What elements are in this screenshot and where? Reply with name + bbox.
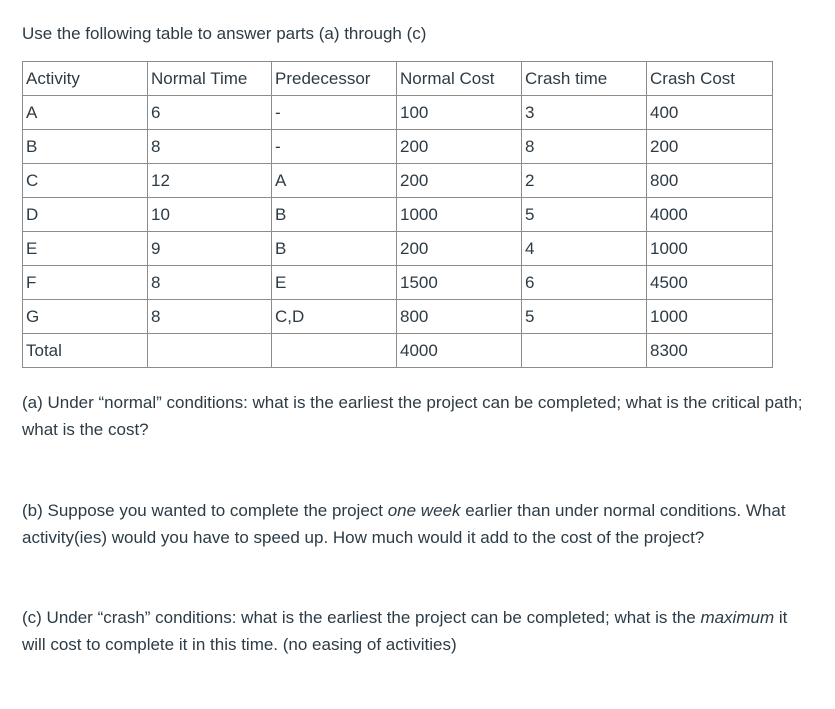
cell-normal-cost: 200 (397, 232, 522, 266)
intro-text: Use the following table to answer parts (a) through (c) (22, 24, 427, 43)
cell-normal-cost: 100 (397, 96, 522, 130)
cell-normal-cost: 1500 (397, 266, 522, 300)
header-predecessor: Predecessor (272, 62, 397, 96)
table-row (23, 130, 773, 164)
table-row (23, 300, 773, 334)
header-normal-time: Normal Time (148, 62, 272, 96)
cell-predecessor: B (272, 232, 397, 266)
cell-normal-time: 8 (148, 300, 272, 334)
cell-predecessor (272, 334, 397, 368)
cell-activity: B (23, 130, 148, 164)
cell-activity: G (23, 300, 148, 334)
question-b-text-end: earlier than under normal conditions. What activity(ies) would you have to speed up. How much would it add to the cost of the project? (22, 501, 786, 547)
cell-normal-cost: 1000 (397, 198, 522, 232)
cell-normal-time: 9 (148, 232, 272, 266)
cell-crash-time: 4 (522, 232, 647, 266)
cell-crash-time: 5 (522, 300, 647, 334)
question-b-text-start: (b) Suppose you wanted to complete the project (22, 501, 388, 520)
table-row (23, 266, 773, 300)
cell-predecessor: A (272, 164, 397, 198)
question-a-text: (a) Under “normal” conditions: what is the earliest the project can be completed; what is the critical path; what is the cost? (22, 393, 803, 439)
cell-crash-time: 5 (522, 198, 647, 232)
header-crash-cost: Crash Cost (647, 62, 773, 96)
question-c-emphasis: maximum (700, 608, 775, 627)
table-row (23, 198, 773, 232)
cell-normal-cost: 200 (397, 164, 522, 198)
cell-predecessor: C,D (272, 300, 397, 334)
cell-crash-time: 2 (522, 164, 647, 198)
cell-normal-time: 10 (148, 198, 272, 232)
question-b (22, 497, 812, 551)
cell-normal-time: 8 (148, 130, 272, 164)
activity-table (22, 61, 773, 368)
header-activity: Activity (23, 62, 148, 96)
question-c (22, 604, 812, 658)
cell-crash-time (522, 334, 647, 368)
cell-activity: D (23, 198, 148, 232)
table-row (23, 232, 773, 266)
table-total-row (23, 334, 773, 368)
question-a (22, 389, 812, 443)
header-normal-cost: Normal Cost (397, 62, 522, 96)
question-b-emphasis: one week (387, 501, 461, 520)
cell-total-label: Total (23, 334, 148, 368)
cell-normal-time: 8 (148, 266, 272, 300)
cell-predecessor: B (272, 198, 397, 232)
cell-normal-time: 6 (148, 96, 272, 130)
question-c-text-start: (c) Under “crash” conditions: what is the earliest the project can be completed; what is the (22, 608, 701, 627)
cell-normal-time: 12 (148, 164, 272, 198)
cell-predecessor: - (272, 130, 397, 164)
cell-predecessor: - (272, 96, 397, 130)
table-header-row (23, 62, 773, 96)
cell-activity: A (23, 96, 148, 130)
header-crash-time: Crash time (522, 62, 647, 96)
question-c-text-end: it will cost to complete it in this time. (no easing of activities) (22, 608, 788, 654)
cell-crash-cost: 1000 (647, 300, 773, 334)
cell-activity: C (23, 164, 148, 198)
cell-predecessor: E (272, 266, 397, 300)
cell-crash-time: 8 (522, 130, 647, 164)
cell-total-normal-cost: 4000 (397, 334, 522, 368)
cell-crash-cost: 1000 (647, 232, 773, 266)
cell-crash-cost: 200 (647, 130, 773, 164)
cell-normal-cost: 800 (397, 300, 522, 334)
cell-crash-time: 3 (522, 96, 647, 130)
cell-activity: E (23, 232, 148, 266)
cell-crash-cost: 4500 (647, 266, 773, 300)
cell-normal-cost: 200 (397, 130, 522, 164)
cell-normal-time (148, 334, 272, 368)
cell-crash-cost: 4000 (647, 198, 773, 232)
table-row (23, 164, 773, 198)
cell-activity: F (23, 266, 148, 300)
cell-crash-cost: 800 (647, 164, 773, 198)
cell-crash-cost: 400 (647, 96, 773, 130)
cell-crash-time: 6 (522, 266, 647, 300)
cell-total-crash-cost: 8300 (647, 334, 773, 368)
table-row (23, 96, 773, 130)
